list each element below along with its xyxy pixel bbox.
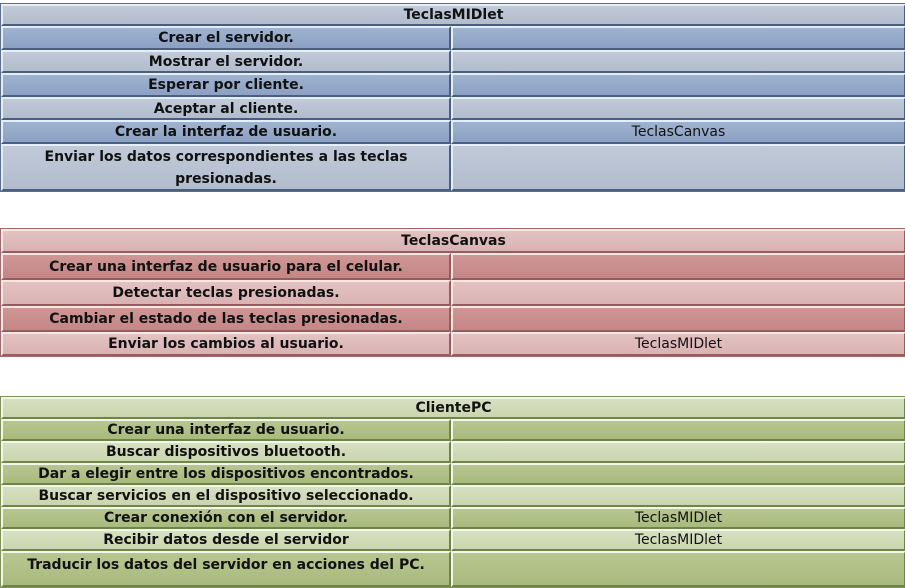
- clientepc-target: TeclasMIDlet: [451, 529, 905, 551]
- clientepc-target: [451, 463, 905, 485]
- clientepc-target: TeclasMIDlet: [451, 507, 905, 529]
- clientepc-title: ClientePC: [1, 397, 905, 419]
- teclascanvas-title: TeclasCanvas: [1, 229, 905, 253]
- teclasmidlet-action: Esperar por cliente.: [1, 73, 451, 97]
- teclasmidlet-target: [451, 73, 905, 97]
- clientepc-target: [451, 485, 905, 507]
- teclasmidlet-action: Mostrar el servidor.: [1, 50, 451, 73]
- teclasmidlet-action: Crear la interfaz de usuario.: [1, 120, 451, 144]
- clientepc-action: Buscar dispositivos bluetooth.: [1, 441, 451, 463]
- clientepc-action: Buscar servicios en el dispositivo seleccionado.: [1, 485, 451, 507]
- clientepc-action: Recibir datos desde el servidor: [1, 529, 451, 551]
- teclascanvas-target: [451, 306, 905, 332]
- teclascanvas-target: TeclasMIDlet: [451, 332, 905, 356]
- clientepc-action: Dar a elegir entre los dispositivos encontrados.: [1, 463, 451, 485]
- clientepc-target: [451, 419, 905, 441]
- teclasmidlet-card: [0, 3, 905, 192]
- teclasmidlet-action: Aceptar al cliente.: [1, 97, 451, 120]
- clientepc-action: Crear una interfaz de usuario.: [1, 419, 451, 441]
- teclascanvas-target: [451, 280, 905, 306]
- teclasmidlet-target: TeclasCanvas: [451, 120, 905, 144]
- teclasmidlet-target: [451, 26, 905, 50]
- clientepc-action: Traducir los datos del servidor en acciones del PC.: [1, 551, 451, 587]
- teclascanvas-action: Cambiar el estado de las teclas presionadas.: [1, 306, 451, 332]
- teclasmidlet-action: Crear el servidor.: [1, 26, 451, 50]
- clientepc-card: [0, 396, 905, 588]
- teclasmidlet-action: Enviar los datos correspondientes a las teclas presionadas.: [1, 144, 451, 191]
- teclascanvas-action: Crear una interfaz de usuario para el celular.: [1, 253, 451, 280]
- teclascanvas-target: [451, 253, 905, 280]
- teclasmidlet-target: [451, 144, 905, 191]
- clientepc-target: [451, 441, 905, 463]
- teclascanvas-action: Enviar los cambios al usuario.: [1, 332, 451, 356]
- teclasmidlet-target: [451, 50, 905, 73]
- clientepc-action: Crear conexión con el servidor.: [1, 507, 451, 529]
- teclasmidlet-target: [451, 97, 905, 120]
- teclascanvas-card: [0, 228, 905, 357]
- teclascanvas-action: Detectar teclas presionadas.: [1, 280, 451, 306]
- clientepc-target: [451, 551, 905, 587]
- teclasmidlet-title: TeclasMIDlet: [1, 4, 905, 26]
